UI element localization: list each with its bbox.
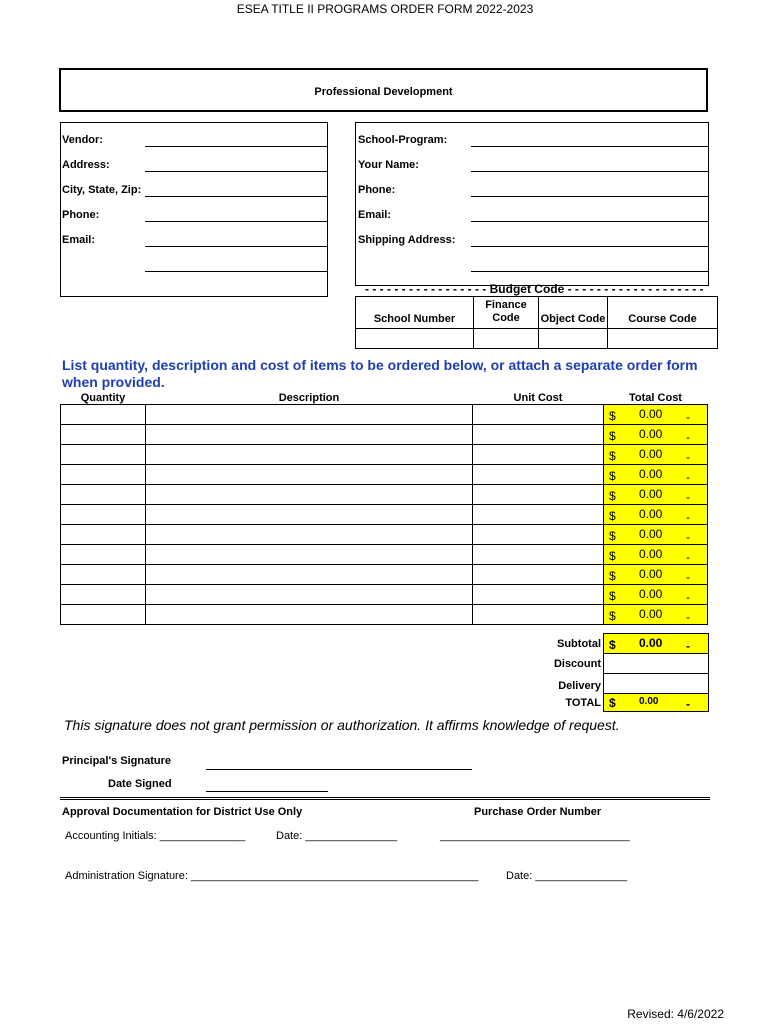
total-cost-cell — [604, 505, 708, 525]
accounting-initials-field[interactable]: Accounting Initials: ______________ — [65, 830, 246, 842]
description-cell[interactable] — [146, 485, 473, 505]
row-total-value: 0.00 — [639, 467, 663, 481]
requester-email-label: Email: — [358, 209, 392, 221]
quantity-cell[interactable] — [61, 405, 146, 425]
section-divider — [60, 797, 710, 800]
disclaimer-text: This signature does not grant permission or authorization. It affirms knowledge of request. — [64, 717, 620, 733]
total-cost-cell — [604, 425, 708, 445]
shipping-address-field[interactable] — [471, 246, 709, 247]
revised-date: Revised: 4/6/2022 — [627, 1007, 724, 1021]
currency-symbol: $ — [609, 569, 616, 583]
quantity-cell[interactable] — [61, 505, 146, 525]
purchase-order-field[interactable]: _______________________________ — [440, 830, 630, 842]
vendor-phone-label: Phone: — [62, 209, 100, 221]
school-number-header: School Number — [356, 297, 474, 329]
admin-signature-field[interactable]: Administration Signature: _______________________________________________ — [65, 870, 479, 882]
unit-cost-cell[interactable] — [473, 425, 604, 445]
description-cell[interactable] — [146, 505, 473, 525]
total-cost-cell — [604, 585, 708, 605]
admin-date-field[interactable]: Date: _______________ — [506, 870, 628, 882]
row-total-dash: - — [686, 610, 690, 624]
row-total-value: 0.00 — [639, 547, 663, 561]
total-cost-header: Total Cost — [629, 391, 682, 404]
unit-cost-cell[interactable] — [473, 585, 604, 605]
subtotal-label: Subtotal — [557, 637, 601, 650]
quantity-cell[interactable] — [61, 585, 146, 605]
item-row — [61, 525, 708, 545]
shipping-address-field-2[interactable] — [471, 271, 709, 272]
item-row — [61, 425, 708, 445]
row-total-value: 0.00 — [639, 607, 663, 621]
row-total-dash: - — [686, 410, 690, 424]
currency-symbol: $ — [609, 429, 616, 443]
object-code-cell[interactable] — [539, 329, 608, 349]
row-total-value: 0.00 — [639, 507, 663, 521]
principal-signature-field[interactable] — [206, 769, 472, 770]
quantity-cell[interactable] — [61, 425, 146, 445]
school-program-field[interactable] — [471, 146, 709, 147]
vendor-email-label: Email: — [62, 234, 96, 246]
subtotal-dash: - — [686, 639, 690, 653]
shipping-address-label: Shipping Address: — [358, 234, 456, 246]
your-name-field[interactable] — [471, 171, 709, 172]
total-value: 0.00 — [639, 696, 659, 707]
quantity-cell[interactable] — [61, 605, 146, 625]
discount-label: Discount — [553, 657, 601, 670]
quantity-cell[interactable] — [61, 485, 146, 505]
description-cell[interactable] — [146, 405, 473, 425]
delivery-field[interactable] — [604, 674, 709, 694]
row-total-dash: - — [686, 530, 690, 544]
currency-symbol: $ — [609, 469, 616, 483]
unit-cost-cell[interactable] — [473, 565, 604, 585]
row-total-value: 0.00 — [639, 407, 663, 421]
date-signed-field[interactable] — [206, 791, 328, 792]
quantity-cell[interactable] — [61, 465, 146, 485]
description-cell[interactable] — [146, 425, 473, 445]
item-row — [61, 485, 708, 505]
course-code-header: Course Code — [608, 297, 718, 329]
address-field[interactable] — [145, 171, 328, 172]
quantity-cell[interactable] — [61, 565, 146, 585]
item-row — [61, 405, 708, 425]
currency-symbol: $ — [609, 696, 616, 710]
currency-symbol: $ — [609, 409, 616, 423]
total-cost-cell — [604, 545, 708, 565]
currency-symbol: $ — [609, 509, 616, 523]
currency-symbol: $ — [609, 609, 616, 623]
subtotal-value: 0.00 — [639, 636, 663, 650]
quantity-cell[interactable] — [61, 545, 146, 565]
currency-symbol: $ — [609, 589, 616, 603]
total-cost-cell — [604, 445, 708, 465]
unit-cost-cell[interactable] — [473, 525, 604, 545]
items-table — [60, 391, 708, 625]
row-total-value: 0.00 — [639, 447, 663, 461]
requester-phone-field[interactable] — [471, 196, 709, 197]
item-row — [61, 465, 708, 485]
description-cell[interactable] — [146, 465, 473, 485]
description-header: Description — [278, 391, 340, 404]
total-cost-cell — [604, 605, 708, 625]
budget-code-table — [355, 296, 718, 349]
address-label: Address: — [62, 159, 110, 171]
vendor-phone-field[interactable] — [145, 221, 328, 222]
total-cost-cell — [604, 565, 708, 585]
budget-code-title: - - - - - - - - - - - - - - - - - Budget Code - - - - - - - - - - - - - - - - - - - — [365, 282, 704, 296]
row-total-dash: - — [686, 550, 690, 564]
unit-cost-cell[interactable] — [473, 445, 604, 465]
vendor-label: Vendor: — [62, 134, 103, 146]
delivery-label: Delivery — [558, 679, 601, 692]
description-cell[interactable] — [146, 545, 473, 565]
subtotal-cell — [604, 634, 709, 654]
unit-cost-cell[interactable] — [473, 545, 604, 565]
row-total-dash: - — [686, 450, 690, 464]
row-total-dash: - — [686, 510, 690, 524]
item-row — [61, 605, 708, 625]
total-dash: - — [686, 697, 690, 711]
city-state-zip-label: City, State, Zip: — [62, 184, 142, 196]
page-title: ESEA TITLE II PROGRAMS ORDER FORM 2022-2023 — [236, 2, 534, 16]
currency-symbol: $ — [609, 489, 616, 503]
currency-symbol: $ — [609, 638, 616, 652]
item-row — [61, 445, 708, 465]
row-total-dash: - — [686, 490, 690, 504]
description-cell[interactable] — [146, 525, 473, 545]
row-total-value: 0.00 — [639, 427, 663, 441]
item-row — [61, 585, 708, 605]
description-cell[interactable] — [146, 585, 473, 605]
school-program-label: School-Program: — [358, 134, 448, 146]
unit-cost-cell[interactable] — [473, 485, 604, 505]
row-total-value: 0.00 — [639, 487, 663, 501]
unit-cost-header: Unit Cost — [513, 391, 563, 404]
total-cost-cell — [604, 405, 708, 425]
currency-symbol: $ — [609, 449, 616, 463]
item-row — [61, 545, 708, 565]
date-signed-label: Date Signed — [108, 778, 172, 790]
unit-cost-cell[interactable] — [473, 465, 604, 485]
instructions-text: List quantity, description and cost of items to be ordered below, or attach a separate order form when provided. — [62, 357, 698, 390]
requester-phone-label: Phone: — [358, 184, 396, 196]
unit-cost-cell[interactable] — [473, 505, 604, 525]
your-name-label: Your Name: — [358, 159, 419, 171]
discount-field[interactable] — [604, 654, 709, 674]
requester-email-field[interactable] — [471, 221, 709, 222]
total-cost-cell — [604, 485, 708, 505]
item-row — [61, 565, 708, 585]
totals-table — [470, 633, 709, 712]
quantity-cell[interactable] — [61, 445, 146, 465]
finance-code-header: Finance Code — [474, 297, 539, 329]
quantity-cell[interactable] — [61, 525, 146, 545]
total-label: TOTAL — [565, 696, 601, 709]
course-code-cell[interactable] — [608, 329, 718, 349]
row-total-dash: - — [686, 590, 690, 604]
school-number-cell[interactable] — [356, 329, 474, 349]
currency-symbol: $ — [609, 549, 616, 563]
description-cell[interactable] — [146, 445, 473, 465]
row-total-dash: - — [686, 570, 690, 584]
unit-cost-cell[interactable] — [473, 605, 604, 625]
row-total-value: 0.00 — [639, 587, 663, 601]
object-code-header: Object Code — [539, 297, 608, 329]
item-row — [61, 505, 708, 525]
vendor-field[interactable] — [145, 146, 328, 147]
total-cost-cell — [604, 465, 708, 485]
vendor-email-field[interactable] — [145, 246, 328, 247]
row-total-dash: - — [686, 430, 690, 444]
row-total-value: 0.00 — [639, 527, 663, 541]
vendor-extra-field[interactable] — [145, 271, 328, 272]
unit-cost-cell[interactable] — [473, 405, 604, 425]
accounting-date-field[interactable]: Date: _______________ — [276, 830, 398, 842]
description-cell[interactable] — [146, 605, 473, 625]
city-state-zip-field[interactable] — [145, 196, 328, 197]
principal-signature-label: Principal's Signature — [62, 755, 171, 767]
total-cost-cell — [604, 525, 708, 545]
row-total-value: 0.00 — [639, 567, 663, 581]
approval-label: Approval Documentation for District Use Only — [62, 806, 303, 818]
purchase-order-label: Purchase Order Number — [474, 806, 602, 818]
total-cell — [604, 694, 709, 712]
quantity-header: Quantity — [80, 391, 126, 404]
row-total-dash: - — [686, 470, 690, 484]
currency-symbol: $ — [609, 529, 616, 543]
finance-code-cell[interactable] — [474, 329, 539, 349]
section-title: Professional Development — [314, 86, 453, 98]
description-cell[interactable] — [146, 565, 473, 585]
